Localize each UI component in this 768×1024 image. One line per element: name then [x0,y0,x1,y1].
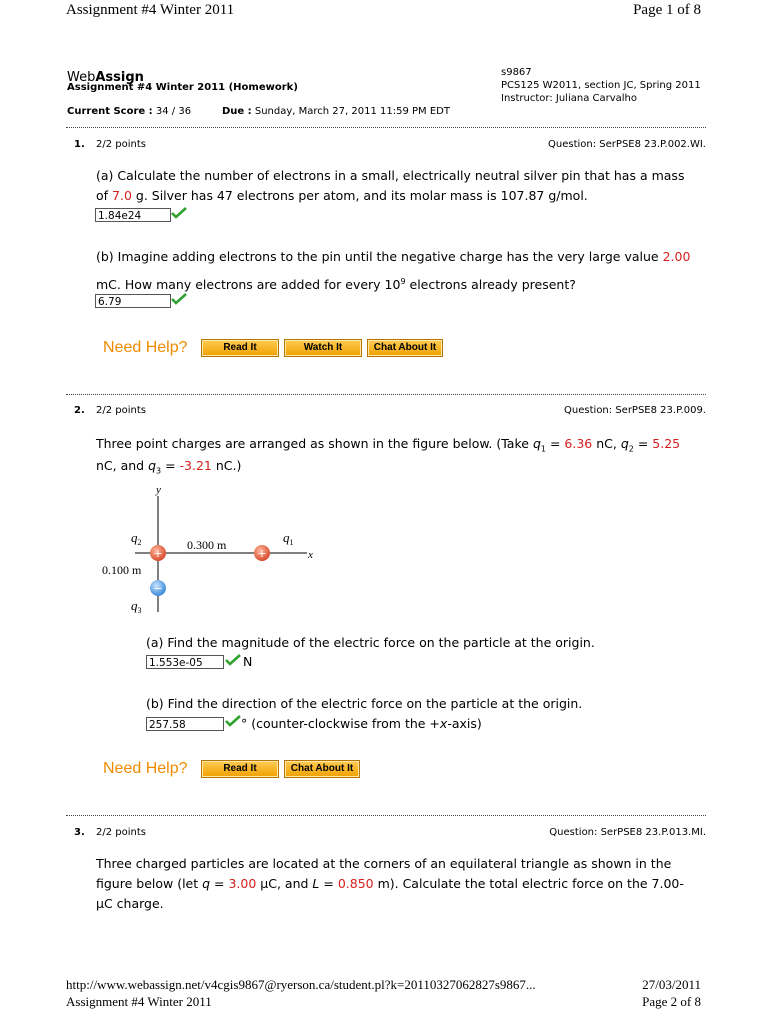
q2-text-line1: Three point charges are arranged as shown in the figure below. (Take $q_1 = 6.36$ nC, $q_2 = 5.25$ [96,436,681,454]
q2-text-line2: nC, and $q_3 = -3.21$ nC.) [96,458,242,476]
x-axis-label: x [308,549,313,561]
q1-mass-value: 7.0 [112,188,132,203]
q1-number: 1. [74,139,85,150]
q1-label: $q_1$ [283,530,294,547]
q2-q3-value: -3.21 [179,458,212,473]
q2-chat-about-it-button[interactable]: Chat About It [284,760,360,778]
score-value: 34 / 36 [155,106,192,117]
next-page-header-title: Assignment #4 Winter 2011 [66,994,212,1009]
check-icon [225,715,241,727]
q3-points: 2/2 points [96,827,146,838]
q2-part-a-unit: N [243,654,253,669]
minus-sign: − [153,582,163,595]
assignment-title: Assignment #4 Winter 2011 (Homework) [67,82,298,93]
charges-figure [95,478,335,618]
footer-date: 27/03/2011 [642,977,701,992]
plus-sign: + [257,547,267,560]
score-label: Current Score : [67,106,153,117]
q3-text-line3: μC charge. [96,896,164,911]
q1-question-id: Question: SerPSE8 23.P.002.WI. [548,139,706,150]
distance-x-label: 0.300 m [187,538,227,552]
q2-question-id: Question: SerPSE8 23.P.009. [564,405,706,416]
check-icon [171,207,187,219]
current-score [67,106,191,117]
y-axis-label: y [156,484,161,496]
q3-label: $q_3$ [131,598,142,615]
q2-part-a-text: (a) Find the magnitude of the electric force on the particle at the origin. [146,635,595,650]
due-value: Sunday, March 27, 2011 11:59 PM EDT [254,106,450,117]
q1-chat-about-it-button[interactable]: Chat About It [367,339,443,357]
logo-assign-text: Assign [95,70,144,85]
footer-url: http://www.webassign.net/v4cgis9867@ryerson.ca/student.pl?k=20110327062827s9867... [66,977,536,992]
q1-part-b-text-line2: mC. How many electrons are added for every $10^9$ electrons already present? [96,277,576,293]
logo-web-text: Web [67,70,96,85]
divider [66,127,706,128]
q2-number: 2. [74,405,85,416]
q3-L-value: 0.850 [337,876,374,891]
q1-watch-it-button[interactable]: Watch It [284,339,362,357]
q3-question-id: Question: SerPSE8 23.P.013.MI. [549,827,706,838]
course-section: PCS125 W2011, section JC, Spring 2011 [501,80,701,91]
q2-need-help-label: Need Help? [103,760,188,777]
check-icon [225,654,241,666]
page-header-title: Assignment #4 Winter 2011 [66,2,235,18]
q1-part-a-answer-field[interactable]: 1.84e24 [95,208,171,222]
q1-part-a-text-line2: of 7.0 g. Silver has 47 electrons per atom, and its molar mass is 107.87 g/mol. [96,188,588,203]
due-label: Due : [222,106,252,117]
divider [66,815,706,816]
check-icon [171,293,187,305]
q2-part-b-answer-field[interactable]: 257.58 [146,717,224,731]
q3-q-value: 3.00 [228,876,257,891]
q1-points: 2/2 points [96,139,146,150]
q3-text-line2: figure below (let q = 3.00 μC, and L = 0.850 m). Calculate the total electric force on the 7.00- [96,876,684,891]
q1-read-it-button[interactable]: Read It [201,339,279,357]
q2-part-b-text: (b) Find the direction of the electric force on the particle at the origin. [146,696,583,711]
q2-part-b-unit: ° (counter-clockwise from the +x-axis) [241,716,482,731]
q2-read-it-button[interactable]: Read It [201,760,279,778]
q1-part-b-text-line1: (b) Imagine adding electrons to the pin until the negative charge has the very large value 2.00 [96,249,691,264]
q1-need-help-label: Need Help? [103,339,188,356]
page-header-page-number: Page 1 of 8 [633,2,701,18]
q2-q2-value: 5.25 [652,436,681,451]
q3-number: 3. [74,827,85,838]
due-date [222,106,450,117]
q2-label: $q_2$ [131,530,142,547]
q3-text-line1: Three charged particles are located at the corners of an equilateral triangle as shown in the [96,856,672,871]
plus-sign: + [153,547,163,560]
divider [66,394,706,395]
next-page-header-page-number: Page 2 of 8 [642,994,701,1009]
q1-charge-value: 2.00 [662,249,691,264]
q1-part-a-text-line1: (a) Calculate the number of electrons in a small, electrically neutral silver pin that has a mass [96,168,685,183]
q1-part-b-answer-field[interactable]: 6.79 [95,294,171,308]
instructor: Instructor: Juliana Carvalho [501,93,638,104]
q2-q1-value: 6.36 [564,436,593,451]
course-code: s9867 [501,67,532,78]
q2-points: 2/2 points [96,405,146,416]
q2-part-a-answer-field[interactable]: 1.553e-05 [146,655,224,669]
distance-y-label: 0.100 m [102,563,142,577]
